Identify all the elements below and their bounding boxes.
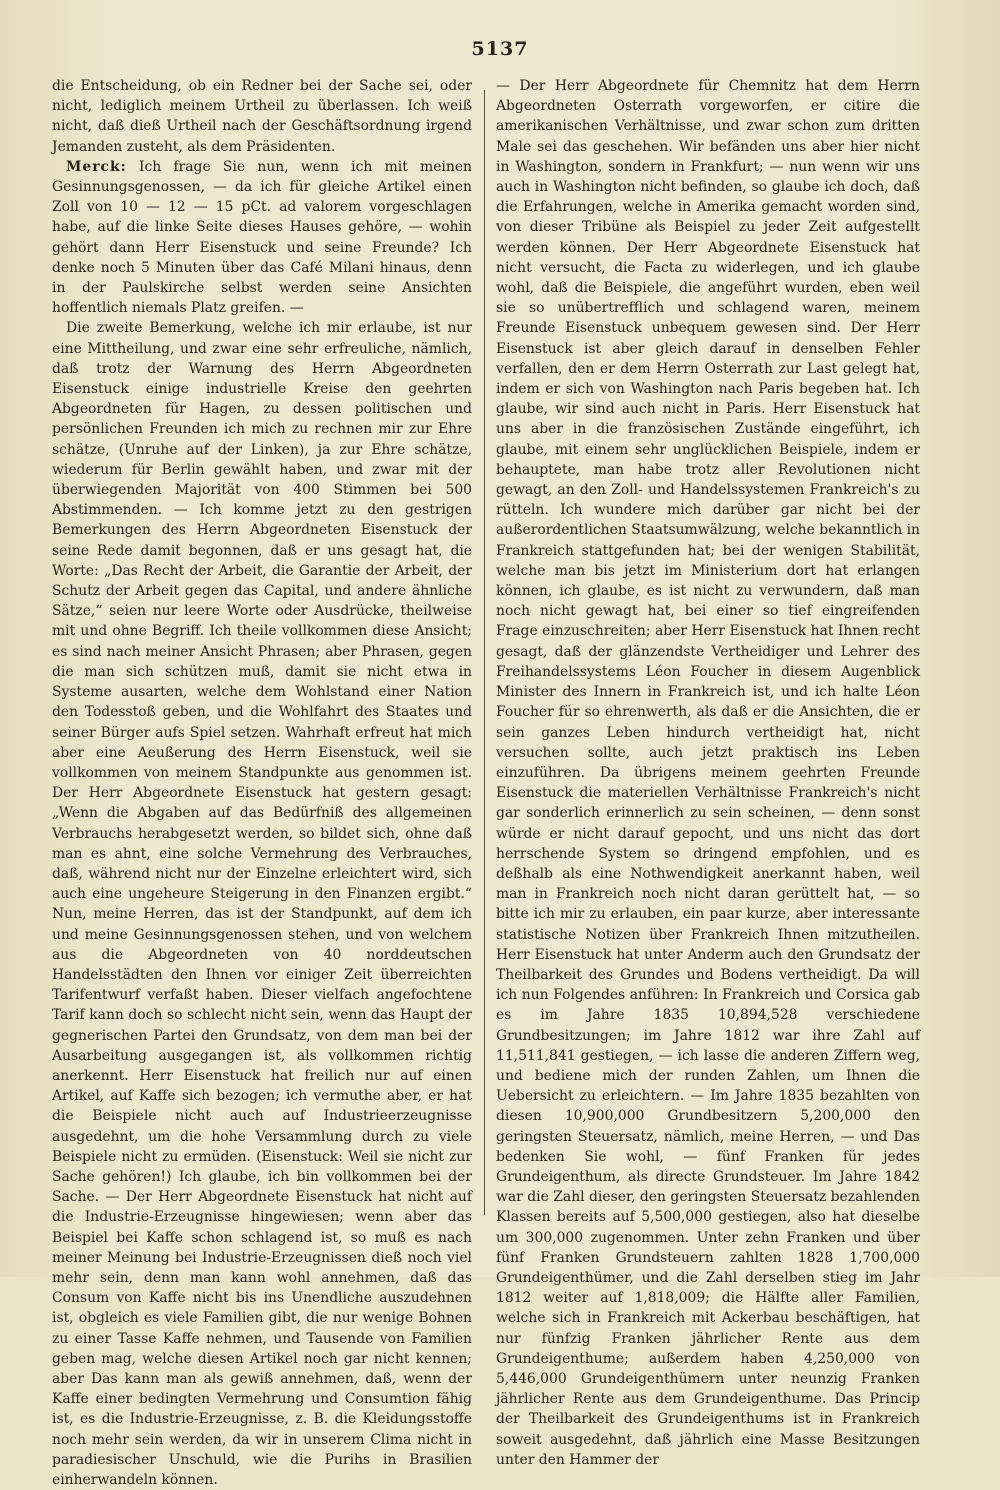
page-number: 5137 — [471, 38, 529, 60]
right-paragraph-1: — Der Herr Abgeordnete für Chemnitz hat dem Herrn Abgeordneten Osterrath vorgeworfen, er citire die amerikanischen Verhältnisse, und zwar schon zum dritten Male sei das geschehen. Wir befänden uns aber hier nicht in Washington, sondern in Frankfurt; — nun wenn wir uns auch in Washington nicht befinden, so glaube ich doch, daß die Erfahrungen, welche in Amerika gemacht worden sind, von dieser Tribüne als Beispiel zu jeder Zeit aufgestellt werden können. Der Herr Abgeordnete Eisenstuck hat nicht versucht, die Facta zu widerlegen, und ich glaube wohl, daß die Beispiele, die angeführt wurden, eben weil sie so unübertrefflich und schlagend waren, meinem Freunde Eisenstuck unbequem gewesen sind. Der Herr Eisenstuck ist aber gleich darauf in denselben Fehler verfallen, den er dem Herrn Osterrath zur Last gelegt hat, indem er sich von Washington nach Paris begeben hat. Ich glaube, wir sind auch nicht in Paris. Herr Eisenstuck hat uns aber in die französischen Zustände eingeführt, ich glaube, mit einem sehr unglücklichen Beispiele, indem er behauptete, man habe trotz aller Revolutionen nicht gewagt, an den Zoll- und Handelssystemen Frankreich's zu rütteln. Ich wundere mich darüber gar nicht bei der außerordentlichen Staatsumwälzung, welche bekanntlich in Frankreich stattgefunden hat; bei der wenigen Stabilität, welche man bis jetzt im Ministerium dort hat erlangen können, ich glaube, es ist nicht zu verwundern, daß man noch nicht gewagt hat, bei einer so tief eingreifenden Frage einzuschreiten; aber Herr Eisenstuck hat Ihnen recht gesagt, daß der glänzendste Vertheidiger und Lehrer des Freihandelssystems Léon Foucher in diesem Augenblick Minister des Innern in Frankreich ist, und ich halte Léon Foucher für so ehrenwerth, als daß er die Ansichten, die er sein ganzes Leben hindurch vertheidigt hat, nicht versuchen sollte, auch jetzt praktisch ins Leben einzuführen. Da übrigens meinem geehrten Freunde Eisenstuck die materiellen Verhältnisse Frankreich's nicht gar sonderlich erinnerlich zu sein scheinen, — denn sonst würde er nicht darauf gepocht, und uns nicht das dort herrschende System so dringend empfohlen, und es deßhalb als eine Nothwendigkeit anerkannt haben, weil man in Frankreich noch nicht daran gerüttelt hat, — so bitte ich mir zu erlauben, ein paar kurze, aber interessante statistische Notizen über Frankreich Ihnen mitzutheilen. Herr Eisenstuck hat unter Anderm auch den Grundsatz der Theilbarkeit des Grundes und Bodens vertheidigt. Da will ich nun Folgendes anführen: In Frankreich und Corsica gab es im Jahre 1835 10,894,528 verschiedene Grundbesitzungen; im Jahre 1812 war ihre Zahl auf 11,511,841 gestiegen, — ich lasse die anderen Ziffern weg, und bediene mich der runden Zahlen, um Ihnen die Uebersicht zu erleichtern. — Im Jahre 1835 bezahlten von diesen 10,900,000 Grundbesitzern 5,200,000 den geringsten Steuersatz, nämlich, meine Herren, — und Das bedenken Sie wohl, — fünf Franken für jedes Grundeigenthum, als directe Grundsteuer. Im Jahre 1842 war die Zahl dieser, den geringsten Steuersatz bezahlenden Klassen bereits auf 5,500,000 gestiegen, also hat dieselbe um 300,000 zugenommen. Unter zehn Franken und über fünf Franken Grundsteuern zahlten 1828 1,700,000 Grundeigenthümer, und die Zahl derselben stieg im Jahr 1812 weiter auf 1,818,009; die Hälfte aller Familien, welche sich in Frankreich mit Ackerbau beschäftigen, hat nur fünfzig Franken jährlicher Rente aus dem Grundeigenthume; außerdem haben 4,250,000 von 5,446,000 Grundeigenthümern unter neunzig Franken jährlicher Rente aus dem Grundeigenthume. Das Princip der Theilbarkeit des Grundeigenthums ist in Frankreich soweit ausgedehnt, daß jährlich eine Masse Besitzungen unter den Hammer der — [496, 78, 920, 1468]
left-column — [52, 76, 472, 1489]
merck-speech: Ich frage Sie nun, wenn ich mit meinen Gesinnungsgenossen, — da ich für gleiche Artikel einen Zoll von 10 — 12 — 15 pCt. ad valorem vorgeschlagen habe, auf die linke Seite dieses Hauses gehöre, — wohin gehört dann Herr Eisenstuck und seine Freunde? Ich denke noch 5 Minuten über das Café Milani hinaus, denn in der Paulskirche selbst werden seine Ansichten hoffentlich niemals Platz greifen. — — [52, 158, 472, 317]
speaker-merck: Merck: — [66, 158, 127, 175]
right-column — [496, 76, 920, 1468]
left-paragraph-2: Die zweite Bemerkung, welche ich mir erlaube, ist nur eine Mittheilung, und zwar eine sehr erfreuliche, nämlich, daß trotz der Warnung des Herrn Abgeordneten Eisenstuck einige industrielle Kreise den geehrten Abgeordneten für Hagen, zu dessen politischen und persönlichen Freunden ich mich zu rechnen mir zur Ehre schätze, (Unruhe auf der Linken), ja zur Ehre schätze, wiederum für Berlin gewählt haben, und zwar mit der überwiegenden Majorität von 400 Stimmen bei 500 Abstimmenden. — Ich komme jetzt zu den gestrigen Bemerkungen des Herrn Abgeordneten Eisenstuck der seine Rede damit begonnen, daß er uns gesagt hat, die Worte: „Das Recht der Arbeit, die Garantie der Arbeit, der Schutz der Arbeit gegen das Capital, und andere ähnliche Sätze,“ seien nur leere Worte oder Ausdrücke, theilweise mit und ohne Begriff. Ich theile vollkommen diese Ansicht; es sind nach meiner Ansicht Phrasen; aber Phrasen, gegen die man sich schützen muß, damit sie nicht etwa in Systeme ausarten, welche dem Wohlstand einer Nation den Todesstoß geben, und die Wohlfahrt des Staates und seiner Bürger aufs Spiel setzen. Wahrhaft erfreut hat mich aber eine Aeußerung des Herrn Eisenstuck, weil sie vollkommen von meinem Standpunkte aus genommen ist. Der Herr Abgeordnete Eisenstuck hat gestern gesagt: „Wenn die Abgaben auf das Bedürfniß des allgemeinen Verbrauchs herabgesetzt werden, so bildet sich, ohne daß man es ahnt, eine solche Vermehrung des Verbrauches, daß, während nicht nur der Einzelne erleichtert wird, sich auch eine ungeheure Steigerung in den Finanzen ergibt.“ Nun, meine Herren, das ist der Standpunkt, auf dem ich und meine Gesinnungsgenossen stehen, und von welchem aus die Abgeordneten von 40 norddeutschen Handelsstädten den Ihnen vor einiger Zeit überreichten Tarifentwurf verfaßt haben. Dieser vielfach angefochtene Tarif kann doch so schlecht nicht sein, wenn das Haupt der gegnerischen Partei den Grundsatz, von dem man bei der Ausarbeitung ausgegangen ist, als vollkommen richtig anerkennt. Herr Eisenstuck hat freilich nur auf einen Artikel, auf Kaffe sich bezogen; ich vermuthe aber, er hat die Beispiele nicht auch auf Industrieerzeugnisse ausgedehnt, um die hohe Versammlung durch zu viele Beispiele nicht zu ermüden. (Eisenstuck: Weil sie nicht zur Sache gehören!) Ich glaube, ich bin vollkommen bei der Sache. — Der Herr Abgeordnete Eisenstuck hat nicht auf die Industrie-Erzeugnisse hingewiesen; wenn aber das Beispiel bei Kaffe schon schlagend ist, so muß es nach meiner Meinung bei Industrie-Erzeugnissen dieß noch viel mehr sein, denn man kann wohl annehmen, daß das Consum von Kaffe nicht bis ins Unendliche auszudehnen ist, obgleich es viele Familien gibt, die nur wenige Bohnen zu einer Tasse Kaffe nehmen, und Tausende von Familien geben mag, welche diesen Artikel noch gar nicht kennen; aber Das kann man als gewiß annehmen, daß, wenn der Kaffe einer bedingten Vermehrung und Consumtion fähig ist, es die Industrie-Erzeugnisse, z. B. die Kleidungsstoffe noch mehr sein werden, da wir in unserem Clima nicht in paradiesischer Unschuld, wie die Purihs in Brasilien einherwandeln können. — [52, 320, 472, 1489]
column-divider — [484, 90, 485, 1215]
merck-paragraph — [52, 157, 472, 319]
left-paragraph-1: die Entscheidung, ob ein Redner bei der Sache sei, oder nicht, lediglich meinem Urtheil zu überlassen. Ich weiß nicht, daß dieß Urtheil nach der Geschäftsordnung irgend Jemanden zusteht, als dem Präsidenten. — [52, 78, 472, 155]
